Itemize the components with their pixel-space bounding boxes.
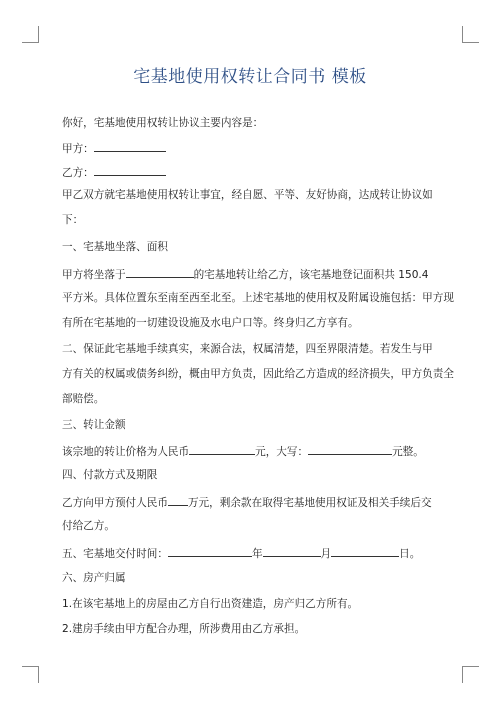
- section-1-heading: 一、宅基地坐落、面积: [62, 241, 168, 253]
- greeting: 你好，宅基地使用权转让协议主要内容是：: [62, 117, 264, 129]
- section-3-suffix: 元整。: [392, 446, 424, 458]
- section-4-heading: 四、付款方式及期限: [62, 469, 158, 481]
- section-5-prefix: 五、宅基地交付时间：: [62, 548, 168, 560]
- section-1-line-3: 有所在宅基地的一切建设设施及水电户口等。终身归乙方享有。: [62, 317, 359, 329]
- section-6-item-2: 2.建房手续由甲方配合办理，所涉费用由乙方承担。: [62, 623, 306, 635]
- section-2-line-2: 方有关的权属或债务纠纷，概由甲方负责，因此给乙方造成的经济损失，甲方负责全: [62, 368, 454, 380]
- day-blank: [331, 545, 399, 557]
- party-b-label: 乙方：: [62, 167, 94, 179]
- section-4-line-1: [62, 494, 452, 510]
- party-b-blank: [94, 164, 166, 176]
- section-6-heading: 六、房产归属: [62, 572, 126, 584]
- party-a-line: [62, 140, 452, 156]
- intro-line-1: 甲乙双方就宅基地使用权转让事宜，经自愿、平等、友好协商，达成转让协议如: [62, 189, 433, 201]
- section-2-line-1: 二、保证此宅基地手续真实，来源合法，权属清楚，四至界限清楚。若发生与甲: [62, 343, 433, 355]
- crop-mark-bottom-left: [22, 666, 39, 683]
- prepay-blank: [168, 494, 188, 506]
- party-a-blank: [94, 140, 166, 152]
- section-4-line-2: 付给乙方。: [62, 520, 115, 532]
- section-3-prefix: 该宗地的转让价格为人民币: [62, 446, 190, 458]
- section-3-line-1: [62, 443, 452, 459]
- party-a-label: 甲方：: [62, 143, 94, 155]
- amount-words-blank: [308, 443, 392, 455]
- crop-mark-top-left: [22, 26, 39, 43]
- section-4-suffix: 万元，剩余款在取得宅基地使用权证及相关手续后交: [187, 497, 432, 509]
- section-3-mid: 元，大写：: [255, 446, 309, 458]
- section-1-prefix: 甲方将坐落于: [62, 269, 126, 281]
- section-5-line: [62, 545, 452, 561]
- section-1-line-1: [62, 266, 452, 282]
- party-b-line: [62, 164, 452, 180]
- year-label: 年: [251, 548, 263, 560]
- crop-mark-bottom-right: [462, 666, 479, 683]
- section-3-heading: 三、转让金额: [62, 419, 126, 431]
- day-label: 日。: [399, 548, 421, 560]
- section-6-item-1: 1.在该宅基地上的房屋由乙方自行出资建造，房产归乙方所有。: [62, 598, 359, 610]
- location-blank: [126, 266, 194, 278]
- month-label: 月: [320, 548, 332, 560]
- document-title: 宅基地使用权转让合同书 模板: [133, 67, 367, 87]
- section-2-line-3: 部赔偿。: [62, 393, 105, 405]
- year-blank: [168, 545, 252, 557]
- intro-line-2: 下：: [62, 214, 84, 226]
- section-4-prefix: 乙方向甲方预付人民币: [62, 497, 168, 509]
- month-blank: [263, 545, 321, 557]
- amount-digits-blank: [189, 443, 255, 455]
- crop-mark-top-right: [462, 26, 479, 43]
- section-1-line-2: 平方米。具体位置东至南至西至北至。上述宅基地的使用权及附属设施包括：甲方现: [62, 292, 454, 304]
- section-1-suffix: 的宅基地转让给乙方，该宅基地登记面积共 150.4: [193, 269, 429, 281]
